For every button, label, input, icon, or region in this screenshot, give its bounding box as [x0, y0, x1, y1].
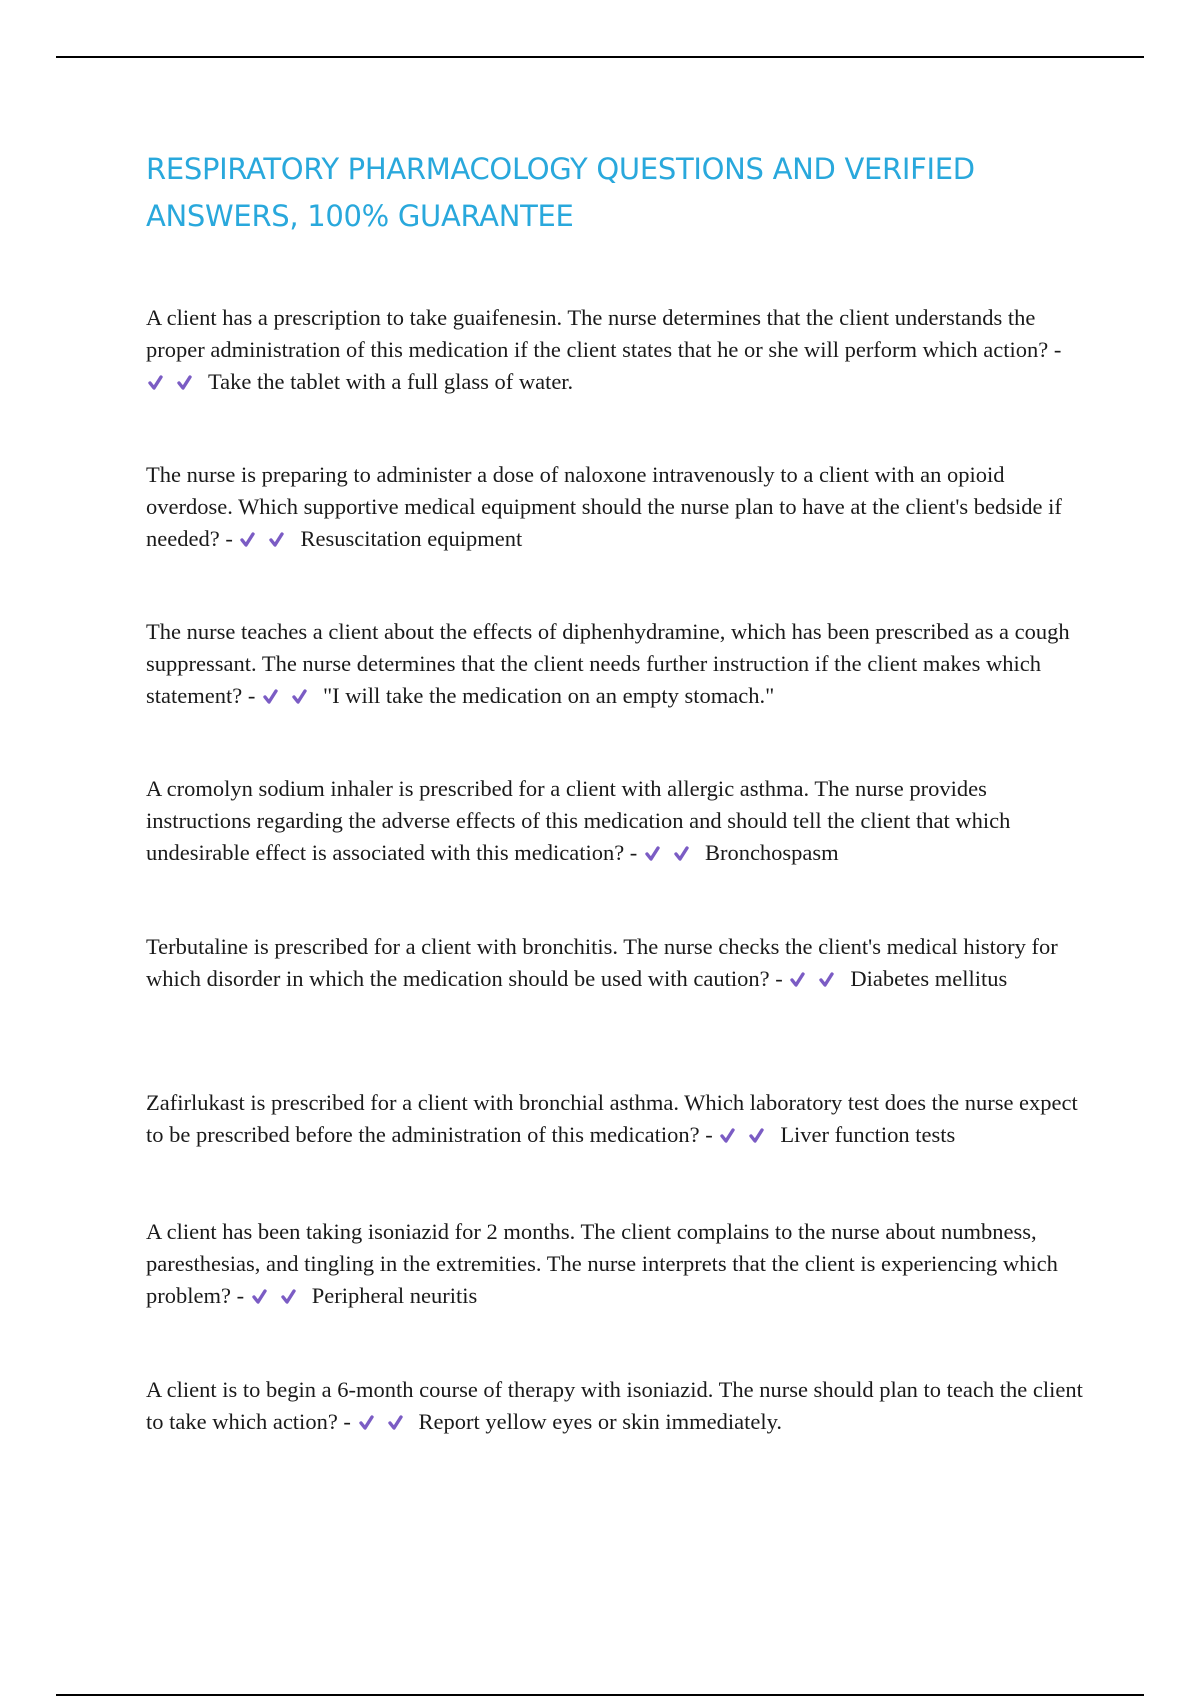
double-check-icon	[148, 369, 206, 401]
qa-item	[146, 459, 1096, 558]
answer-text: Take the tablet with a full glass of water.	[208, 369, 574, 394]
question-text: A client is to begin a 6-month course of therapy with isoniazid. The nurse should plan to teach the client to take which action? -	[146, 1377, 1083, 1434]
bottom-rule	[56, 1694, 1144, 1696]
answer-text: Peripheral neuritis	[311, 1283, 478, 1308]
double-check-icon	[252, 1283, 310, 1315]
question-text: A client has been taking isoniazid for 2 months. The client complains to the nurse about numbness, paresthesias, and tingling in the extremities. The nurse interprets that the client is experiencing which problem? -	[146, 1219, 1058, 1308]
answer-text: Report yellow eyes or skin immediately.	[418, 1409, 783, 1434]
qa-item	[146, 616, 1096, 715]
double-check-icon	[720, 1122, 778, 1154]
question-text: The nurse teaches a client about the effects of diphenhydramine, which has been prescribed as a cough suppressant. The nurse determines that the client needs further instruction if the client makes which statement? -	[146, 619, 1070, 708]
double-check-icon	[790, 966, 848, 998]
question-text: The nurse is preparing to administer a dose of naloxone intravenously to a client with an opioid overdose. Which supportive medical equipment should the nurse plan to have at the client's bedside if needed? -	[146, 462, 1062, 551]
question-text: Zafirlukast is prescribed for a client with bronchial asthma. Which laboratory test does the nurse expect to be prescribed before the administration of this medication? -	[146, 1090, 1078, 1147]
qa-item	[146, 302, 1096, 401]
qa-item	[146, 1216, 1096, 1315]
answer-text: Liver function tests	[780, 1122, 956, 1147]
qa-item	[146, 1374, 1096, 1441]
double-check-icon	[240, 526, 298, 558]
qa-item	[146, 773, 1096, 872]
document-title: RESPIRATORY PHARMACOLOGY QUESTIONS AND VERIFIED ANSWERS, 100% GUARANTEE	[146, 152, 975, 233]
answer-text: Bronchospasm	[704, 840, 839, 865]
double-check-icon	[359, 1409, 417, 1441]
double-check-icon	[645, 840, 703, 872]
answer-text: "I will take the medication on an empty stomach."	[322, 683, 775, 708]
qa-item	[146, 1087, 1096, 1154]
question-text: Terbutaline is prescribed for a client with bronchitis. The nurse checks the client's medical history for which disorder in which the medication should be used with caution? -	[146, 934, 1058, 991]
answer-text: Diabetes mellitus	[850, 966, 1008, 991]
double-check-icon	[263, 683, 321, 715]
question-text: A client has a prescription to take guaifenesin. The nurse determines that the client understands the proper administration of this medication if the client states that he or she will perform which action? -	[146, 305, 1062, 362]
qa-item	[146, 931, 1096, 998]
question-text: A cromolyn sodium inhaler is prescribed for a client with allergic asthma. The nurse provides instructions regarding the adverse effects of this medication and should tell the client that which undesirable effect is associated with this medication? -	[146, 776, 1011, 865]
top-rule	[56, 56, 1144, 58]
answer-text: Resuscitation equipment	[300, 526, 523, 551]
